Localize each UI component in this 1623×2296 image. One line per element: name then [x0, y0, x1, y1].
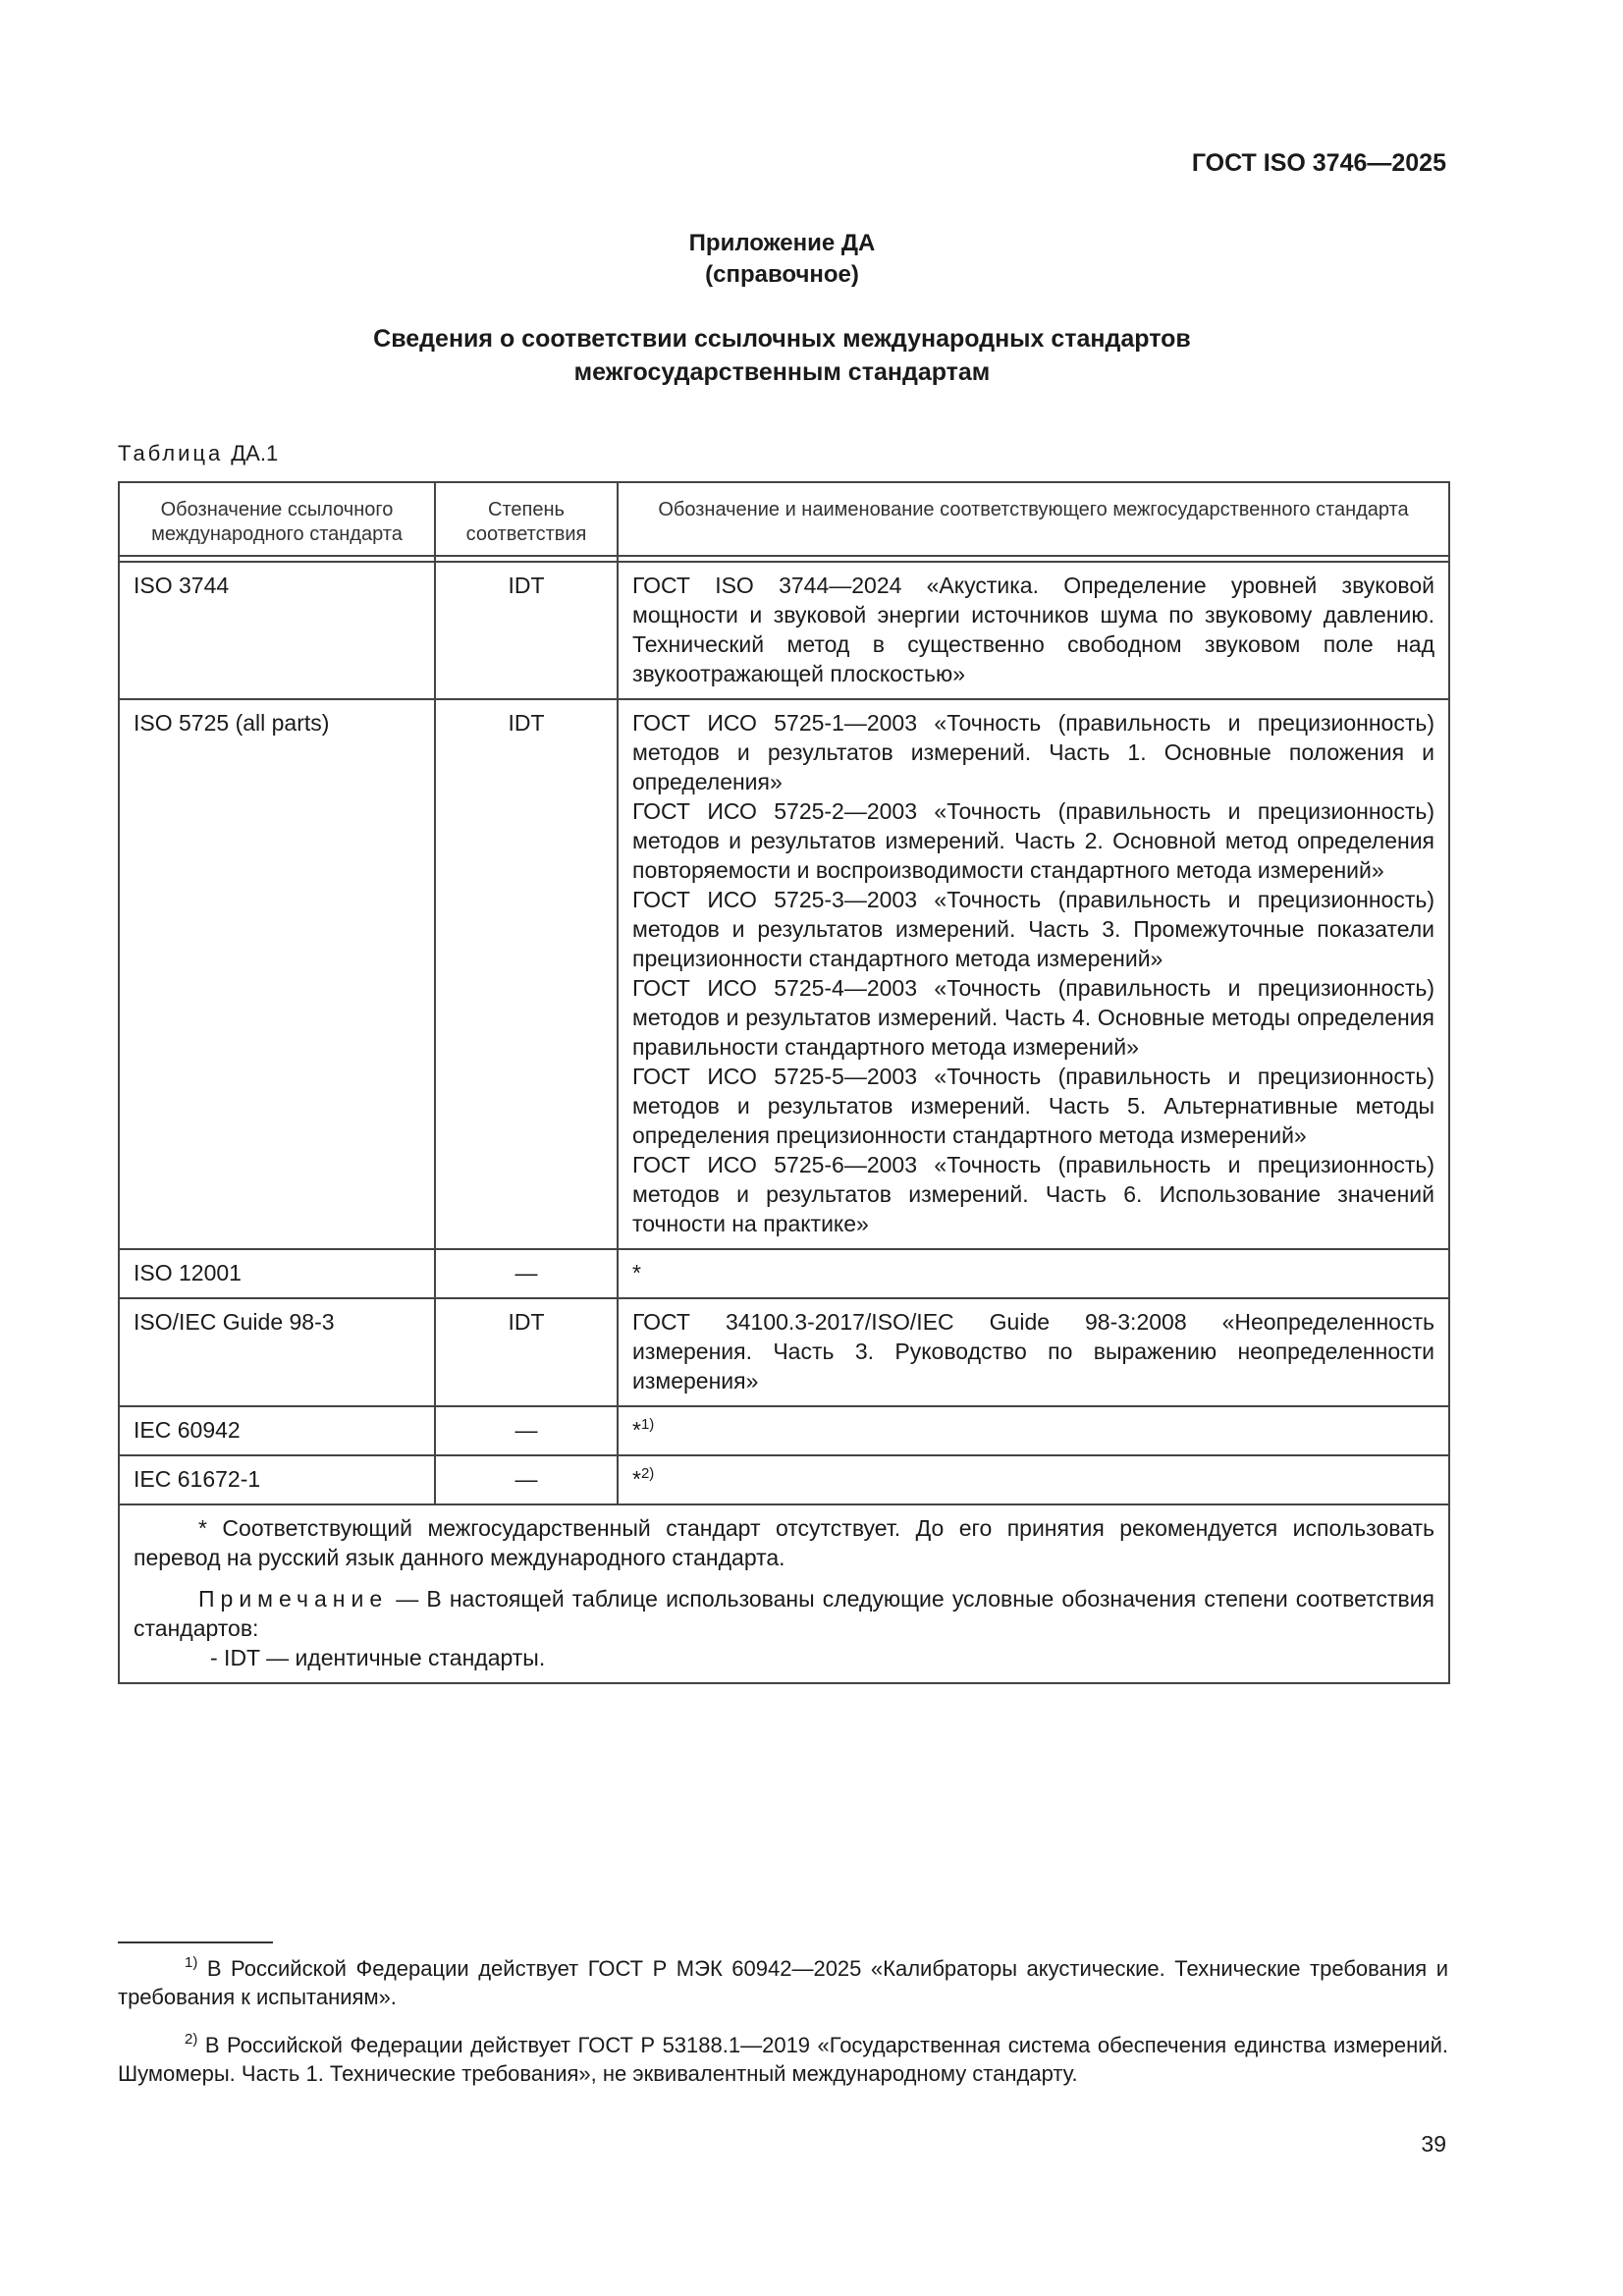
- standard-cell: ISO 3744: [119, 562, 435, 699]
- annex-heading-line-1: Сведения о соответствии ссылочных международных стандартов: [373, 325, 1191, 353]
- footnote-1-mark: 1): [185, 1954, 198, 1971]
- footnote-ref: 1): [640, 1416, 655, 1433]
- table-row: [119, 562, 1449, 699]
- description-entry: ГОСТ ИСО 5725-1—2003 «Точность (правильность и прецизионность) методов и результатов измерений. Часть 1. Основные положения и определения»: [632, 710, 1434, 794]
- table-row: [119, 699, 1449, 1249]
- description-cell: [618, 1455, 1449, 1504]
- standard-cell: ISO/IEC Guide 98-3: [119, 1298, 435, 1406]
- table-notes: [119, 1504, 1449, 1683]
- page-number: 39: [1421, 2131, 1446, 2157]
- degree-cell: —: [435, 1455, 618, 1504]
- table-row: [119, 1249, 1449, 1298]
- footnote-2: [118, 2031, 1448, 2088]
- degree-cell: —: [435, 1406, 618, 1455]
- footnote-ref: 2): [640, 1465, 655, 1482]
- table-row: [119, 1298, 1449, 1406]
- degree-cell: IDT: [435, 1298, 618, 1406]
- table-note: [134, 1584, 1434, 1643]
- conformance-table: [118, 481, 1450, 1684]
- footnote-1-body: [118, 1954, 1448, 2011]
- absent-standard-mark: *: [632, 1466, 641, 1492]
- description-entry: ГОСТ ИСО 5725-5—2003 «Точность (правильность и прецизионность) методов и результатов измерений. Часть 5. Альтернативные методы определения прецизионности стандартного метода измерений»: [632, 1064, 1434, 1148]
- degree-cell: —: [435, 1249, 618, 1298]
- footnote-divider: [118, 1941, 273, 1943]
- footnote-2-mark: 2): [185, 2031, 198, 2048]
- annex-heading: [118, 322, 1446, 389]
- standard-cell: IEC 61672-1: [119, 1455, 435, 1504]
- description-cell: [618, 699, 1449, 1249]
- footnote-2-body: [118, 2031, 1448, 2088]
- table-label-word: Таблица: [118, 441, 224, 465]
- description-cell: [618, 1406, 1449, 1455]
- annex-kind: (справочное): [705, 261, 859, 288]
- note-label: Примечание: [198, 1586, 389, 1612]
- degree-cell: IDT: [435, 562, 618, 699]
- document-code: ГОСТ ISO 3746—2025: [1191, 149, 1446, 177]
- description-entry: ГОСТ ИСО 5725-6—2003 «Точность (правильность и прецизионность) методов и результатов измерений. Часть 6. Использование значений точности на практике»: [632, 1152, 1434, 1236]
- standard-cell: IEC 60942: [119, 1406, 435, 1455]
- table-notes-row: [119, 1504, 1449, 1683]
- description-entry: ГОСТ ИСО 5725-3—2003 «Точность (правильность и прецизионность) методов и результатов измерений. Часть 3. Промежуточные показатели прецизионности стандартного метода измерений»: [632, 887, 1434, 971]
- header-interstate-standard: Обозначение и наименование соответствующего межгосударственного стандарта: [618, 482, 1449, 556]
- absent-standard-mark: *: [632, 1260, 641, 1285]
- header-reference-standard: Обозначение ссылочного международного стандарта: [119, 482, 435, 556]
- description-cell: [618, 1249, 1449, 1298]
- footnote-1-text: В Российской Федерации действует ГОСТ Р МЭК 60942—2025 «Калибраторы акустические. Технические требования и требования к испытаниям».: [118, 1956, 1448, 2009]
- degree-cell: IDT: [435, 699, 618, 1249]
- table-row: [119, 1406, 1449, 1455]
- footnote-1: [118, 1954, 1448, 2011]
- footnote-2-text: В Российской Федерации действует ГОСТ Р 53188.1—2019 «Государственная система обеспечения единства измерений. Шумомеры. Часть 1. Технические требования», не эквивалентный международному стандарту.: [118, 2033, 1448, 2086]
- description-entry: ГОСТ ИСО 5725-4—2003 «Точность (правильность и прецизионность) методов и результатов измерений. Часть 4. Основные методы определения правильности стандартного метода измерений»: [632, 975, 1434, 1060]
- annex-heading-line-2: межгосударственным стандартам: [573, 358, 991, 386]
- table-label: [118, 441, 278, 466]
- description-cell: ГОСТ 34100.3-2017/ISO/IEC Guide 98-3:2008 «Неопределенность измерения. Часть 3. Руководство по выражению неопределенности измерения»: [618, 1298, 1449, 1406]
- description-cell: ГОСТ ISO 3744—2024 «Акустика. Определение уровней звуковой мощности и звуковой энергии источников шума по звуковому давлению. Технический метод в существенно свободном звуковом поле над звукоотражающей плоскостью»: [618, 562, 1449, 699]
- annex-title: Приложение ДА: [688, 230, 876, 256]
- standard-cell: ISO 5725 (all parts): [119, 699, 435, 1249]
- table-header-row: [119, 482, 1449, 556]
- note-text: — В настоящей таблице использованы следующие условные обозначения степени соответствия стандартов:: [134, 1586, 1434, 1641]
- table-row: [119, 1455, 1449, 1504]
- absent-standard-mark: *: [632, 1417, 641, 1443]
- standard-cell: ISO 12001: [119, 1249, 435, 1298]
- table-label-number: ДА.1: [231, 441, 279, 465]
- header-degree: Степень соответствия: [435, 482, 618, 556]
- absent-standard-note: * Соответствующий межгосударственный стандарт отсутствует. До его принятия рекомендуется использовать перевод на русский язык данного международного стандарта.: [134, 1515, 1434, 1570]
- description-entry: ГОСТ ИСО 5725-2—2003 «Точность (правильность и прецизионность) методов и результатов измерений. Часть 2. Основной метод определения повторяемости и воспроизводимости стандартного метода измерений»: [632, 798, 1434, 883]
- note-list-item: - IDT — идентичные стандарты.: [210, 1645, 546, 1670]
